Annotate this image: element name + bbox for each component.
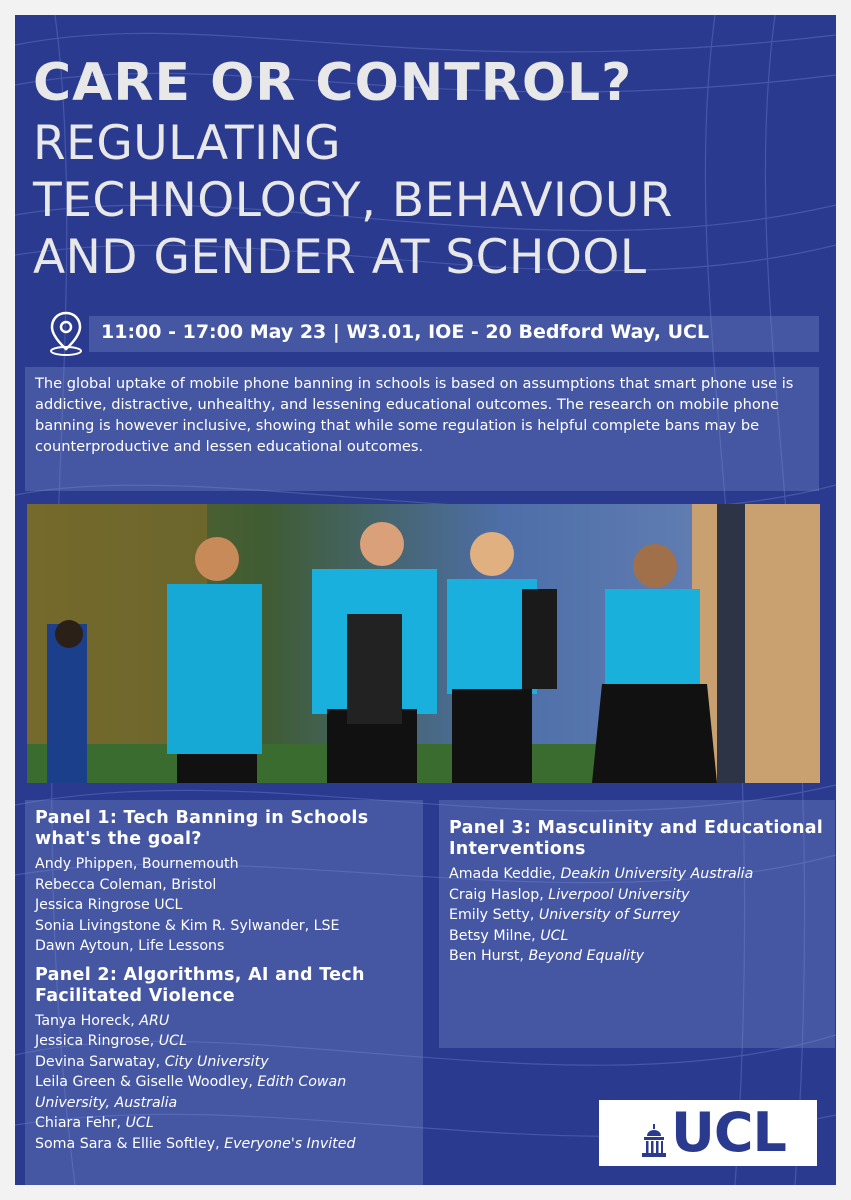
students-photo — [27, 504, 820, 783]
location-pin-icon — [45, 309, 87, 357]
speaker-affiliation: Edith Cowan University, Australia — [35, 1074, 347, 1111]
panel-3-speakers — [449, 864, 825, 967]
speaker-affiliation: UCL — [158, 1033, 187, 1049]
panel-1-title: Panel 1: Tech Banning in Schools what's the goal? — [35, 808, 369, 849]
panels-1-2-box — [25, 800, 423, 1185]
ucl-logo-text: UCL — [671, 1101, 786, 1164]
poster-subtitle — [33, 115, 823, 286]
panel-2-title: Panel 2: Algorithms, AI and Tech Facilitated Violence — [35, 964, 365, 1006]
speaker: Ben Hurst, Beyond Equality — [449, 948, 644, 964]
speaker-affiliation: University of Surrey — [538, 907, 680, 923]
speaker: Soma Sara & Ellie Softley, Everyone's Invited — [35, 1135, 356, 1152]
speaker-affiliation: Liverpool University — [548, 886, 690, 903]
speaker: Amada Keddie, Deakin University Australia — [449, 866, 754, 882]
poster-title: CARE OR CONTROL? — [33, 53, 633, 113]
speaker: Jessica Ringrose, UCL — [35, 1033, 187, 1049]
subtitle-line: REGULATING — [33, 116, 342, 171]
speaker: Rebecca Coleman, Bristol — [35, 876, 217, 893]
speaker: Andy Phippen, Bournemouth — [35, 856, 239, 872]
subtitle-line: AND GENDER AT SCHOOL — [33, 230, 647, 285]
event-poster — [15, 15, 836, 1185]
speaker-affiliation: Beyond Equality — [528, 948, 644, 964]
panel-2-speakers — [35, 1011, 413, 1155]
speaker-affiliation: UCL — [125, 1115, 154, 1131]
ucl-logo — [599, 1100, 817, 1166]
speaker: Emily Setty, University of Surrey — [449, 907, 680, 923]
speaker-affiliation: City University — [164, 1053, 269, 1070]
speaker: Chiara Fehr, UCL — [35, 1115, 154, 1131]
speaker: Tanya Horeck, ARU — [35, 1012, 170, 1029]
panel-1-speakers — [35, 854, 413, 957]
speaker: Craig Haslop, Liverpool University — [449, 886, 690, 903]
event-details: 11:00 - 17:00 May 23 | W3.01, IOE - 20 Bedford Way, UCL — [101, 321, 710, 343]
speaker-affiliation: Deakin University Australia — [560, 866, 754, 882]
panel-3-title: Panel 3: Masculinity and Educational Interventions — [449, 818, 824, 859]
speaker: Betsy Milne, UCL — [449, 927, 569, 944]
intro-text: The global uptake of mobile phone banning in schools is based on assumptions that smart phone use is addictive, distractive, unhealthy, and lessening educational outcomes. The research on mobile phone banning is however inclusive, showing that while some regulation is helpful complete bans may be counterproductive and lessen educational outcomes. — [25, 367, 819, 491]
speaker: Devina Sarwatay, City University — [35, 1053, 269, 1070]
speaker-affiliation: UCL — [540, 927, 569, 944]
speaker: Leila Green & Giselle Woodley, Edith Cowan University, Australia — [35, 1074, 347, 1111]
portico-dome-icon — [641, 1122, 667, 1158]
speaker: Sonia Livingstone & Kim R. Sylwander, LSE — [35, 917, 340, 934]
speaker: Jessica Ringrose UCL — [35, 897, 183, 913]
subtitle-line: TECHNOLOGY, BEHAVIOUR — [33, 173, 673, 228]
speaker-affiliation: ARU — [139, 1012, 170, 1029]
panel-3-box — [439, 800, 835, 1048]
speaker-affiliation: Everyone's Invited — [224, 1135, 356, 1152]
speaker: Dawn Aytoun, Life Lessons — [35, 938, 225, 954]
